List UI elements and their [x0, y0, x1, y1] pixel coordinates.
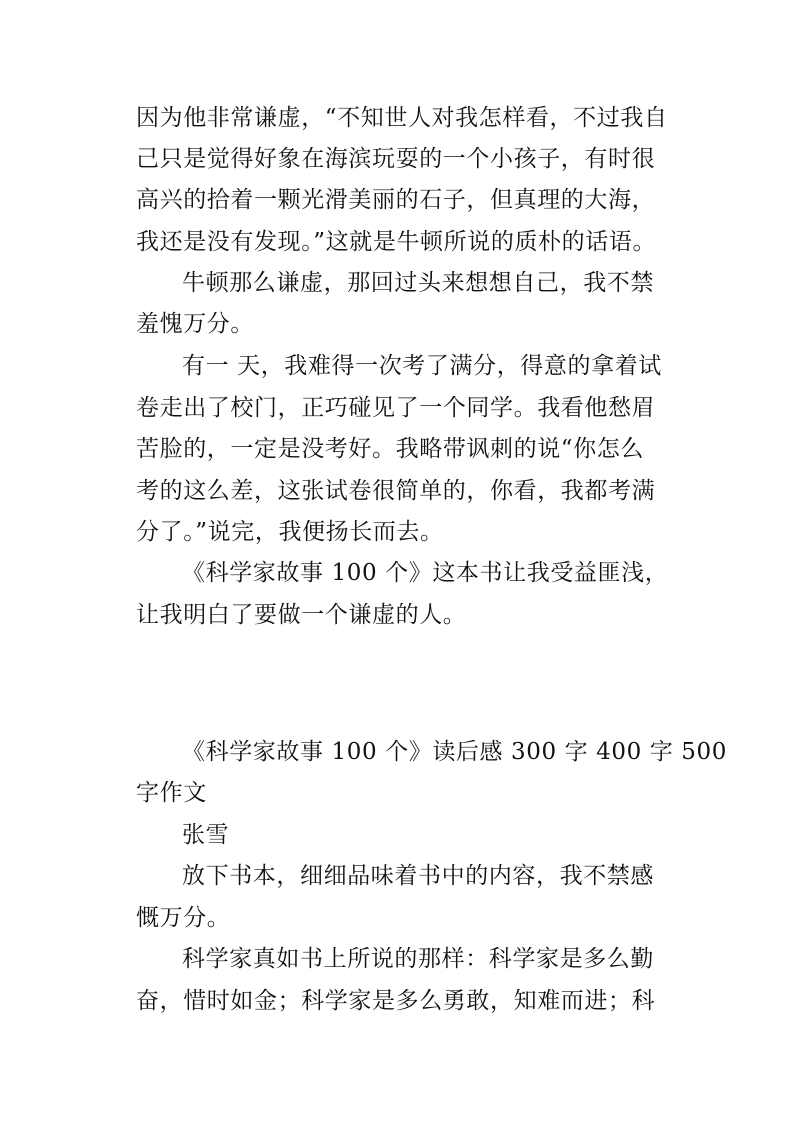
- essay-title-continued: 字作文: [136, 780, 207, 806]
- text-line: 放下书本，细细品味着书中的内容，我不禁感: [182, 863, 654, 889]
- text-line: 己只是觉得好象在海滨玩耍的一个小孩子，有时很: [136, 146, 656, 172]
- author-name: 张雪: [182, 822, 230, 848]
- text-line: 有一 天，我难得一次考了满分，得意的拿着试: [182, 353, 662, 379]
- text-line: 分了。”说完，我便扬长而去。: [136, 519, 444, 545]
- text-line: 让我明白了要做一个谦虚的人。: [136, 602, 467, 628]
- text-line: 《科学家故事 100 个》这本书让我受益匪浅，: [182, 560, 669, 586]
- text-line: 慨万分。: [136, 905, 231, 931]
- text-line: 奋，惜时如金；科学家是多么勇敢，知难而进；科: [136, 988, 656, 1014]
- text-line: 因为他非常谦虚，“不知世人对我怎样看，不过我自: [136, 105, 668, 131]
- text-line: 苦脸的，一定是没考好。我略带讽刺的说“你怎么: [136, 436, 644, 462]
- text-line: 卷走出了校门，正巧碰见了一个同学。我看他愁眉: [136, 395, 656, 421]
- text-line: 牛顿那么谦虚，那回过头来想想自己，我不禁: [182, 270, 654, 296]
- text-line: 我还是没有发现。”这就是牛顿所说的质朴的话语。: [136, 229, 657, 255]
- essay-title: 《科学家故事 100 个》读后感 300 字 400 字 500: [182, 739, 727, 765]
- text-line: 高兴的拾着一颗光滑美丽的石子，但真理的大海，: [136, 187, 656, 213]
- text-line: 科学家真如书上所说的那样：科学家是多么勤: [182, 946, 654, 972]
- text-line: 考的这么差，这张试卷很简单的，你看，我都考满: [136, 478, 656, 504]
- text-line: 羞愧万分。: [136, 311, 254, 337]
